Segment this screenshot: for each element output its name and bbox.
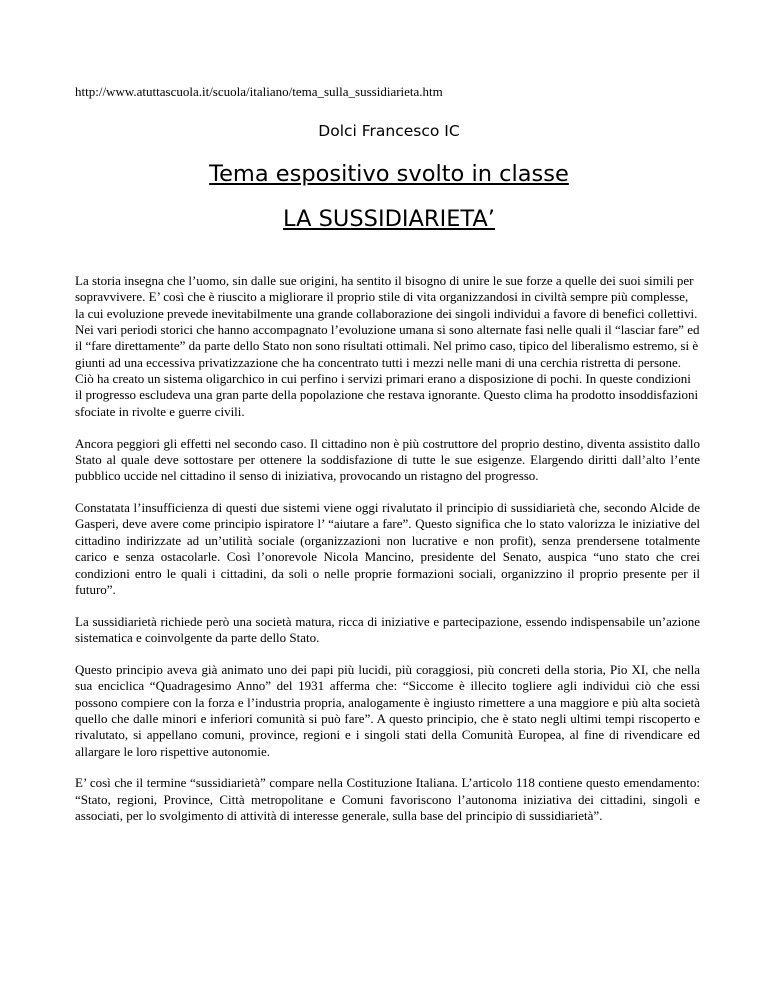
paragraph: Ancora peggiori gli effetti nel secondo caso. Il cittadino non è più costruttore del proprio destino, diventa assistito dallo Stato al quale deve sottostare per ottenere la soddisfazione di tutte le sue esigenze. Elargendo diritti dall’alto l’ente pubblico uccide nel cittadino il senso di iniziativa, provocando un ristagno del progresso. [75,435,700,484]
author-line: Dolci Francesco IC [318,122,460,140]
paragraph-text: La storia insegna che l’uomo, sin dalle sue origini, ha sentito il bisogno di unire le sue forze a quelle dei suoi simili per sopravvivere. E’ così che è riuscito a migliorare il proprio stile di vita organizzandosi in civiltà sempre più complesse, la cui evoluzione prevede inevitabilmente una grande collaborazione dei singoli individui a favore di benefici collettivi. [75,273,698,321]
paragraph: La sussidiarietà richiede però una società matura, ricca di iniziative e partecipazione, essendo indispensabile un’azione sistematica e coinvolgente da parte dello Stato. [75,613,700,646]
paragraph: Questo principio aveva già animato uno dei papi più lucidi, più coraggiosi, più concreti della storia, Pio XI, che nella sua enciclica “Quadragesimo Anno” del 1931 afferma che: “Siccome è illecito togliere agli individui ciò che essi possono compiere con la forza e l’industria propria, analogamente è ingiusto rimettere a una maggiore e più alta società quello che dalle minori e inferiori comunità si può fare”. A questo principio, che è stato negli ultimi tempi riscoperto e rivalutato, si appellano comuni, province, regioni e i singoli stati della Comunità Europea, al fine di rivendicare ed allargare le loro rispettive autonomie. [75,661,700,759]
source-url: http://www.atuttascuola.it/scuola/italiano/tema_sulla_sussidiarieta.htm [75,84,443,99]
page-subtitle: LA SUSSIDIARIETA’ [283,206,495,232]
intro-paragraph [75,273,700,420]
page-title: Tema espositivo svolto in classe [209,161,569,187]
paragraph: E’ così che il termine “sussidiarietà” compare nella Costituzione Italiana. L’articolo 118 contiene questo emendamento: “Stato, regioni, Province, Città metropolitane e Comuni favoriscono l’autonoma iniziativa dei cittadini, singoli e associati, per lo svolgimento di attività di interesse generale, sulla base del principio di sussidiarietà”. [75,775,700,824]
paragraph: Constatata l’insufficienza di questi due sistemi viene oggi rivalutato il principio di sussidiarietà che, secondo Alcide de Gasperi, deve avere come principio ispiratore l’ “aiutare a fare”. Questo significa che lo stato valorizza le iniziative del cittadino indirizzate ad un’utilità sociale (organizzazioni non lucrative e non profit), senza prendersene totalmente carico e senza ostacolarle. Così l’onorevole Nicola Mancino, presidente del Senato, auspica “uno stato che crei condizioni entro le quali i cittadini, da soli o nelle proprie formazioni sociali, organizzino il proprio presente per il futuro”. [75,500,700,597]
paragraph-text: Nei vari periodi storici che hanno accompagnato l’evoluzione umana si sono alternate fasi nelle quali il “lasciar fare” ed il “fare direttamente” da parte dello Stato non sono risultati ottimali. Nel primo caso, tipico del liberalismo estremo, si è giunti ad una eccessiva privatizzazione che ha concentrato tutti i mezzi nelle mani di una cerchia ristretta di persone. Ciò ha creato un sistema oligarchico in cui perfino i servizi primari erano a disposizione di pochi. In queste condizioni il progresso escludeva una gran parte della popolazione che restava ignorante. Questo clima ha prodotto insoddisfazioni sfociate in rivolte e guerre civili. [75,322,700,419]
essay-body [75,273,700,840]
